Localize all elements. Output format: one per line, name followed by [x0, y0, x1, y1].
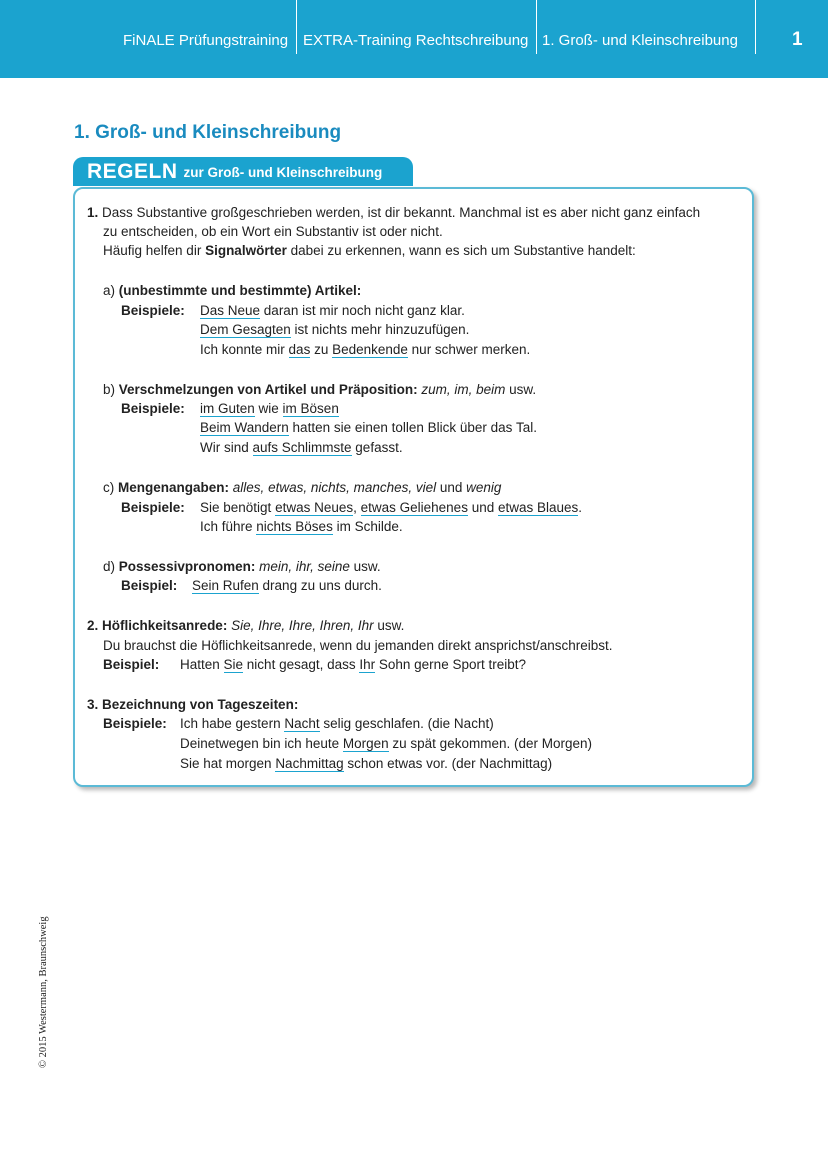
example-line: Sein Rufen drang zu uns durch. [192, 578, 382, 593]
example-line: Hatten Sie nicht gesagt, dass Ihr Sohn gerne Sport treibt? [180, 657, 526, 672]
header-bar [0, 0, 828, 78]
example-line: Wir sind aufs Schlimmste gefasst. [200, 440, 403, 455]
example-line: Ich führe nichts Böses im Schilde. [200, 519, 403, 534]
example-line: Beim Wandern hatten sie einen tollen Blick über das Tal. [200, 420, 537, 435]
rule1d-heading: d) Possessivpronomen: mein, ihr, seine usw. [103, 559, 381, 574]
example-line: im Guten wie im Bösen [200, 401, 339, 416]
copyright-notice: © 2015 Westermann, Braunschweig [38, 916, 49, 1068]
example-line: Deinetwegen bin ich heute Morgen zu spät gekommen. (der Morgen) [180, 736, 592, 751]
rule1-line2: zu entscheiden, ob ein Wort ein Substantiv ist oder nicht. [103, 224, 443, 239]
rules-tab [73, 157, 413, 186]
rule1-line3: Häufig helfen dir Signalwörter dabei zu erkennen, wann es sich um Substantive handelt: [103, 243, 636, 258]
rule-text: Dass Substantive großgeschrieben werden, ist dir bekannt. Manchmal ist es aber nicht ganz einfach [102, 205, 701, 220]
example-line: Ich konnte mir das zu Bedenkende nur schwer merken. [200, 342, 531, 357]
example-line: Das Neue daran ist mir noch nicht ganz klar. [200, 303, 465, 318]
header-divider [536, 0, 537, 54]
rule2-line2: Du brauchst die Höflichkeitsanrede, wenn du jemanden direkt ansprichst/anschreibst. [103, 638, 613, 653]
header-training: EXTRA-Training Rechtschreibung [303, 32, 529, 49]
examples-label: Beispiele: [103, 716, 167, 731]
rule1c-heading: c) Mengenangaben: alles, etwas, nichts, manches, viel und wenig [103, 480, 502, 495]
example-label: Beispiel: [121, 578, 178, 593]
example-line: Sie hat morgen Nachmittag schon etwas vor. (der Nachmittag) [180, 756, 553, 771]
example-line: Ich habe gestern Nacht selig geschlafen. (die Nacht) [180, 716, 494, 731]
page-title: 1. Groß- und Kleinschreibung [74, 122, 342, 143]
example-line: Sie benötigt etwas Neues, etwas Geliehenes und etwas Blaues. [200, 500, 583, 515]
examples-label: Beispiele: [121, 303, 185, 318]
rule1b-heading: b) Verschmelzungen von Artikel und Präposition: zum, im, beim usw. [103, 382, 537, 397]
rule1-line1 [87, 204, 700, 222]
examples-label: Beispiele: [121, 401, 185, 416]
header-divider [296, 0, 297, 54]
rules-tab-title: REGELN [87, 160, 178, 183]
header-divider [755, 0, 756, 54]
rule1a-heading: a) (unbestimmte und bestimmte) Artikel: [103, 283, 362, 298]
page-number: 1 [792, 29, 803, 50]
header-chapter: 1. Groß- und Kleinschreibung [542, 32, 738, 49]
rules-tab-subtitle: zur Groß- und Kleinschreibung [183, 165, 383, 180]
rule-number: 1. [87, 205, 99, 220]
example-line: Dem Gesagten ist nichts mehr hinzuzufügen. [200, 322, 470, 337]
header-product: FiNALE Prüfungstraining [123, 32, 289, 49]
examples-label: Beispiele: [121, 500, 185, 515]
rule3-heading: 3. Bezeichnung von Tageszeiten: [87, 697, 299, 712]
rule2-heading: 2. Höflichkeitsanrede: Sie, Ihre, Ihre, Ihren, Ihr usw. [87, 618, 405, 633]
example-label: Beispiel: [103, 657, 160, 672]
